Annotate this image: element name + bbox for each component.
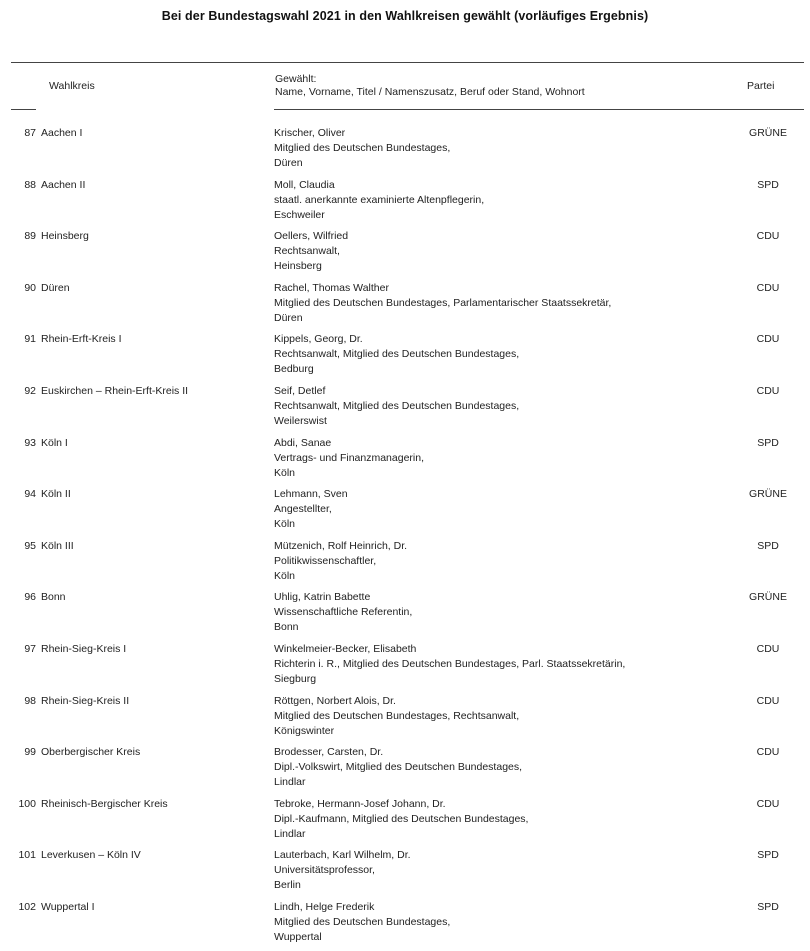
gewaehlt-cell <box>274 487 724 532</box>
partei-label: SPD <box>757 849 779 862</box>
partei-label: CDU <box>756 694 780 707</box>
candidate-wohnort: Eschweiler <box>274 208 325 221</box>
partei-label: CDU <box>756 797 780 810</box>
table-row <box>0 539 810 590</box>
candidate-name: Lindh, Helge Frederik <box>274 901 375 913</box>
wahlkreis-name: Oberbergischer Kreis <box>41 746 141 759</box>
candidate-beruf: Wissenschaftliche Referentin, <box>274 606 413 619</box>
table-row <box>0 281 810 332</box>
candidate-name: Seif, Detlef <box>274 385 326 397</box>
wahlkreis-number: 100 <box>18 797 36 810</box>
candidate-name: Lauterbach, Karl Wilhelm, Dr. <box>274 849 411 862</box>
gewaehlt-cell <box>274 745 724 790</box>
column-header-gewaehlt-line2: Name, Vorname, Titel / Namenszusatz, Beruf oder Stand, Wohnort <box>275 86 585 98</box>
table-row <box>0 384 810 435</box>
wahlkreis-name: Heinsberg <box>41 230 89 243</box>
candidate-beruf: Mitglied des Deutschen Bundestages, Parlamentarischer Staatssekretär, <box>274 296 612 309</box>
gewaehlt-cell <box>274 178 724 223</box>
table-row <box>0 694 810 745</box>
table-row <box>0 229 810 280</box>
header-rule-left <box>11 109 36 110</box>
partei-label: CDU <box>756 385 780 397</box>
candidate-wohnort: Lindlar <box>274 776 306 789</box>
wahlkreis-number: 94 <box>24 488 36 501</box>
wahlkreis-name: Bonn <box>41 591 66 604</box>
wahlkreis-name: Wuppertal I <box>41 901 95 913</box>
gewaehlt-cell <box>274 590 724 635</box>
candidate-name: Uhlig, Katrin Babette <box>274 591 371 604</box>
candidate-name: Tebroke, Hermann-Josef Johann, Dr. <box>274 797 446 810</box>
column-header-partei: Partei <box>747 80 775 92</box>
wahlkreis-number: 102 <box>18 901 36 913</box>
candidate-wohnort: Bedburg <box>274 363 314 376</box>
table-row <box>0 487 810 538</box>
header-rule-main <box>274 109 804 110</box>
wahlkreis-name: Aachen II <box>41 178 86 191</box>
partei-label: SPD <box>757 539 779 552</box>
partei-label: GRÜNE <box>749 127 787 139</box>
gewaehlt-cell <box>274 900 724 945</box>
table-row <box>0 745 810 796</box>
candidate-wohnort: Köln <box>274 466 296 479</box>
gewaehlt-cell <box>274 332 724 377</box>
table-row <box>0 900 810 951</box>
candidate-wohnort: Weilerswist <box>274 415 327 427</box>
table-row <box>0 797 810 848</box>
candidate-beruf: Universitätsprofessor, <box>274 864 375 877</box>
candidate-wohnort: Siegburg <box>274 673 317 685</box>
column-header-wahlkreis: Wahlkreis <box>49 80 95 92</box>
gewaehlt-cell <box>274 281 724 326</box>
candidate-beruf: Mitglied des Deutschen Bundestages, <box>274 916 451 928</box>
partei-label: CDU <box>756 643 780 655</box>
candidate-name: Krischer, Oliver <box>274 127 346 139</box>
partei-label: CDU <box>756 333 780 346</box>
candidate-wohnort: Düren <box>274 157 303 169</box>
candidate-wohnort: Berlin <box>274 879 301 892</box>
wahlkreis-number: 93 <box>24 436 36 449</box>
partei-label: CDU <box>756 230 780 243</box>
wahlkreis-name: Rheinisch-Bergischer Kreis <box>41 797 168 810</box>
wahlkreis-name: Rhein-Erft-Kreis I <box>41 333 122 346</box>
candidate-wohnort: Köln <box>274 569 296 582</box>
wahlkreis-number: 97 <box>24 643 36 655</box>
table-row <box>0 332 810 383</box>
candidate-beruf: Mitglied des Deutschen Bundestages, Rechtsanwalt, <box>274 709 520 722</box>
candidate-wohnort: Wuppertal <box>274 931 322 943</box>
wahlkreis-name: Leverkusen – Köln IV <box>41 849 141 862</box>
table-header <box>11 62 804 109</box>
candidate-name: Abdi, Sanae <box>274 436 332 449</box>
table-row <box>0 126 810 177</box>
candidate-beruf: Richterin i. R., Mitglied des Deutschen Bundestages, Parl. Staatssekretärin, <box>274 658 626 670</box>
partei-label: SPD <box>757 436 779 449</box>
wahlkreis-number: 91 <box>24 333 36 346</box>
wahlkreis-number: 95 <box>24 539 36 552</box>
candidate-wohnort: Bonn <box>274 621 299 634</box>
wahlkreis-name: Rhein-Sieg-Kreis I <box>41 643 127 655</box>
partei-label: GRÜNE <box>749 488 787 501</box>
candidate-name: Brodesser, Carsten, Dr. <box>274 746 384 759</box>
wahlkreis-number: 101 <box>18 849 36 862</box>
table-row <box>0 436 810 487</box>
gewaehlt-cell <box>274 229 724 274</box>
wahlkreis-name: Köln I <box>41 436 68 449</box>
partei-label: CDU <box>756 281 780 294</box>
wahlkreis-number: 87 <box>24 127 36 139</box>
wahlkreis-name: Aachen I <box>41 127 83 139</box>
candidate-beruf: Angestellter, <box>274 503 332 516</box>
gewaehlt-cell <box>274 436 724 481</box>
candidate-wohnort: Heinsberg <box>274 260 322 273</box>
candidate-name: Röttgen, Norbert Alois, Dr. <box>274 694 396 707</box>
partei-label: SPD <box>757 901 779 913</box>
candidate-beruf: Politikwissenschaftler, <box>274 554 377 567</box>
candidate-name: Mützenich, Rolf Heinrich, Dr. <box>274 539 408 552</box>
gewaehlt-cell <box>274 694 724 739</box>
wahlkreis-name: Köln III <box>41 539 74 552</box>
partei-label: CDU <box>756 746 780 759</box>
candidate-beruf: Vertrags- und Finanzmanagerin, <box>274 451 424 464</box>
candidate-beruf: staatl. anerkannte examinierte Altenpflegerin, <box>274 193 485 206</box>
document-title: Bei der Bundestagswahl 2021 in den Wahlkreisen gewählt (vorläufiges Ergebnis) <box>161 9 649 23</box>
partei-label: SPD <box>757 178 779 191</box>
candidate-beruf: Rechtsanwalt, Mitglied des Deutschen Bundestages, <box>274 348 520 361</box>
wahlkreis-number: 88 <box>24 178 36 191</box>
partei-label: GRÜNE <box>749 591 787 604</box>
gewaehlt-cell <box>274 539 724 584</box>
candidate-wohnort: Köln <box>274 518 296 531</box>
candidate-name: Kippels, Georg, Dr. <box>274 333 363 346</box>
candidate-wohnort: Lindlar <box>274 827 306 840</box>
candidate-name: Winkelmeier-Becker, Elisabeth <box>274 643 417 655</box>
column-header-gewaehlt <box>275 73 585 99</box>
gewaehlt-cell <box>274 126 724 171</box>
gewaehlt-cell <box>274 642 724 687</box>
table-row <box>0 848 810 899</box>
wahlkreis-number: 98 <box>24 694 36 707</box>
candidate-beruf: Rechtsanwalt, <box>274 245 340 258</box>
wahlkreis-number: 96 <box>24 591 36 604</box>
wahlkreis-number: 90 <box>24 281 36 294</box>
wahlkreis-name: Köln II <box>41 488 71 501</box>
candidate-name: Rachel, Thomas Walther <box>274 281 389 294</box>
candidate-beruf: Dipl.-Volkswirt, Mitglied des Deutschen Bundestages, <box>274 761 523 774</box>
wahlkreis-name: Düren <box>41 281 70 294</box>
candidate-wohnort: Königswinter <box>274 724 335 737</box>
candidate-name: Moll, Claudia <box>274 178 335 191</box>
candidate-beruf: Rechtsanwalt, Mitglied des Deutschen Bundestages, <box>274 400 520 412</box>
wahlkreis-number: 99 <box>24 746 36 759</box>
gewaehlt-cell <box>274 384 724 429</box>
candidate-name: Lehmann, Sven <box>274 488 348 501</box>
column-header-gewaehlt-line1: Gewählt: <box>275 73 317 85</box>
gewaehlt-cell <box>274 848 724 893</box>
candidate-wohnort: Düren <box>274 311 303 324</box>
table-row <box>0 590 810 641</box>
candidate-beruf: Dipl.-Kaufmann, Mitglied des Deutschen Bundestages, <box>274 812 529 825</box>
table-row <box>0 642 810 693</box>
table-row <box>0 178 810 229</box>
wahlkreis-name: Rhein-Sieg-Kreis II <box>41 694 130 707</box>
gewaehlt-cell <box>274 797 724 842</box>
wahlkreis-number: 92 <box>24 385 36 397</box>
wahlkreis-name: Euskirchen – Rhein-Erft-Kreis II <box>41 385 189 397</box>
wahlkreis-number: 89 <box>24 230 36 243</box>
candidate-beruf: Mitglied des Deutschen Bundestages, <box>274 142 451 154</box>
candidate-name: Oellers, Wilfried <box>274 230 349 243</box>
